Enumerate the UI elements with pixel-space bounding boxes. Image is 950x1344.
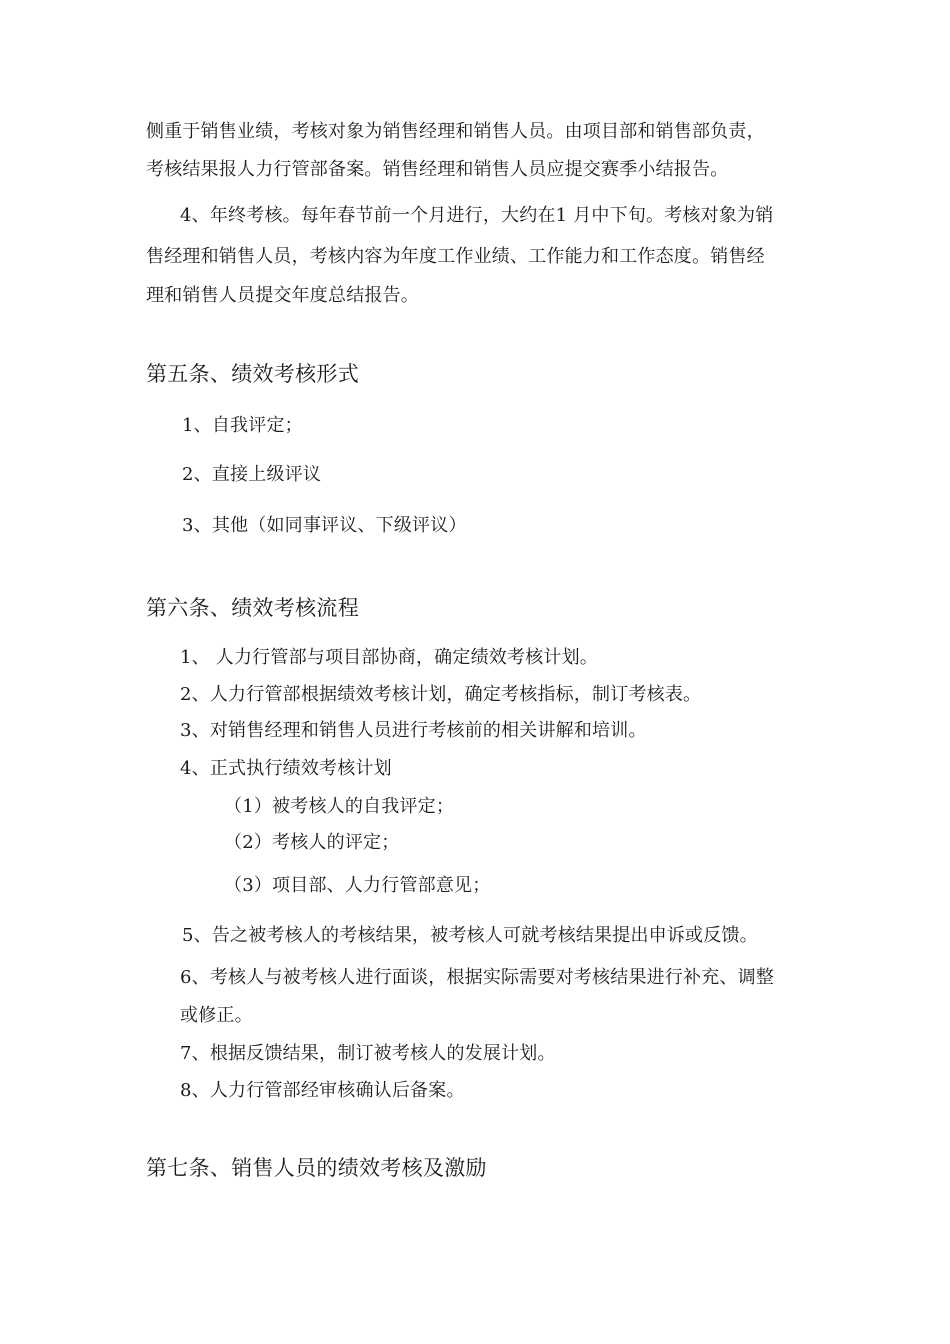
list-item-continuation: 或修正。 [180,1005,253,1026]
list-item: 3、对销售经理和销售人员进行考核前的相关讲解和培训。 [180,720,647,741]
list-item: 6、考核人与被考核人进行面谈，根据实际需要对考核结果进行补充、调整 [180,967,775,988]
list-item: 1、自我评定； [182,415,303,436]
paragraph-line: 侧重于销售业绩，考核对象为销售经理和销售人员。由项目部和销售部负责， [146,121,765,142]
list-item: 5、告之被考核人的考核结果，被考核人可就考核结果提出申诉或反馈。 [182,925,758,946]
list-item: 1、 人力行管部与项目部协商，确定绩效考核计划。 [180,647,598,668]
list-item: 2、直接上级评议 [182,464,322,485]
sub-list-item: （3）项目部、人力行管部意见； [224,875,491,896]
list-item: 2、人力行管部根据绩效考核计划，确定考核指标，制订考核表。 [180,684,702,705]
list-item: 7、根据反馈结果，制订被考核人的发展计划。 [180,1043,556,1064]
sub-list-item: （2）考核人的评定； [224,832,400,853]
list-item: 3、其他（如同事评议、下级评议） [182,515,467,536]
paragraph-line: 考核结果报人力行管部备案。销售经理和销售人员应提交赛季小结报告。 [146,159,729,180]
list-item: 8、人力行管部经审核确认后备案。 [180,1080,465,1101]
sub-list-item: （1）被考核人的自我评定； [224,796,455,817]
paragraph-line: 4、年终考核。每年春节前一个月进行，大约在1 月中下旬。考核对象为销 [180,205,774,226]
section-heading: 第六条、绩效考核流程 [146,596,359,620]
list-item: 4、正式执行绩效考核计划 [180,758,392,779]
paragraph-line: 理和销售人员提交年度总结报告。 [146,285,419,306]
section-heading: 第七条、销售人员的绩效考核及激励 [146,1156,487,1180]
section-heading: 第五条、绩效考核形式 [146,362,359,386]
paragraph-line: 售经理和销售人员，考核内容为年度工作业绩、工作能力和工作态度。销售经 [146,246,765,267]
